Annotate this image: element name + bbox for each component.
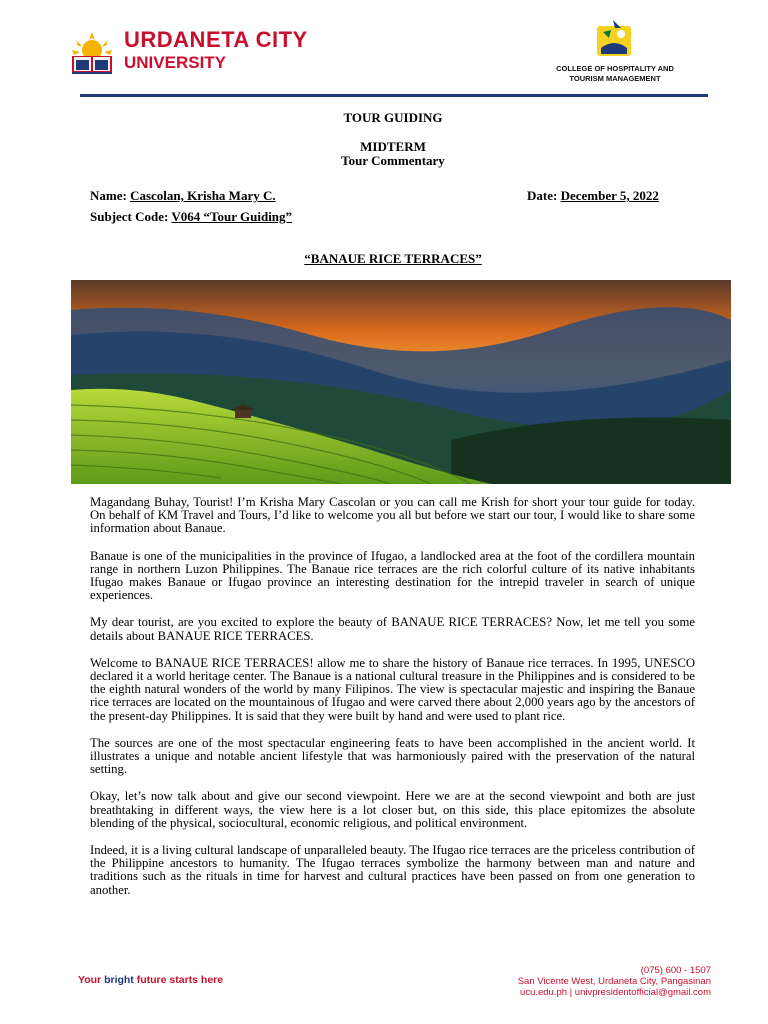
exam-title: MIDTERM — [360, 139, 426, 154]
footer-contact — [518, 965, 711, 998]
subject-label: Subject Code: — [90, 209, 169, 224]
commentary-body — [90, 496, 695, 911]
name-label: Name: — [90, 188, 127, 203]
date-field — [527, 188, 659, 204]
college-emblem-logo — [591, 18, 637, 60]
paragraph-invitation: My dear tourist, are you excited to explore the beauty of BANAUE RICE TERRACES? Now, let me tell you some details about BANAUE RICE TERRACES. — [90, 615, 695, 643]
paragraph-engineering: The sources are one of the most spectacular engineering feats to have been accomplished in the ancient world. It illustrates a unique and notable ancient lifestyle that was harmoniously paired with the preservation of the natural setting. — [90, 735, 695, 777]
footer-web-email: ucu.edu.ph | univpresidentofficial@gmail.com — [520, 987, 711, 998]
tagline-part1: Your — [78, 974, 105, 986]
course-title: TOUR GUIDING — [343, 110, 443, 125]
paragraph-banaue-intro: Banaue is one of the municipalities in the province of Ifugao, a landlocked area at the foot of the cordillera mountain range in northern Luzon Philippines. The Banaue rice terraces are the rich colorful culture of its native inhabitants Ifugao makes Banaue or Ifugao province an interesting destination for the intrepid traveler in search of unique experiences. — [90, 548, 695, 603]
topic-title: “BANAUE RICE TERRACES” — [304, 251, 482, 266]
subject-value: V064 “Tour Guiding” — [171, 209, 293, 224]
subject-code-field — [90, 209, 292, 225]
university-seal-logo — [66, 26, 118, 78]
university-name-line1: URDANETA CITY — [124, 27, 308, 52]
paragraph-history: Welcome to BANAUE RICE TERRACES! allow me to share the history of Banaue rice terraces. In 1995, UNESCO declared it a world heritage center. The Banaue is a national cultural treasure in the Philippines and is considered to be the eighth natural wonders of the world by many Filipinos. The view is spectacular majestic and inspiring the Banaue rice terraces are located on the mountainous of Ifugao and were carved there about 2,000 years ago by the ancestors of the present-day Philippines. It is said that they were built by hand and were used to plant rice. — [90, 655, 695, 723]
name-value: Cascolan, Krisha Mary C. — [130, 188, 276, 203]
college-name-line2: TOURISM MANAGEMENT — [569, 74, 661, 83]
document-type: Tour Commentary — [341, 153, 445, 168]
paragraph-second-viewpoint: Okay, let’s now talk about and give our second viewpoint. Here we are at the second viewpoint and both are just breathtaking in different ways, the view here is a lot closer but, on this side, this place epitomizes the absolute blending of the physical, sociocultural, economic religious, and political environment. — [90, 789, 695, 830]
university-name — [124, 28, 308, 73]
paragraph-greeting: Magandang Buhay, Tourist! I’m Krisha Mary Cascolan or you can call me Krish for short your tour guide for today. On behalf of KM Travel and Tours, I’d like to welcome you all but before we start our tour, I would like to share some information about Banaue. — [90, 495, 695, 536]
college-name-line1: COLLEGE OF HOSPITALITY AND — [556, 64, 674, 73]
tagline-part3: future starts here — [133, 974, 224, 986]
student-name-field — [90, 188, 276, 204]
rice-terraces-photo — [71, 280, 731, 484]
date-value: December 5, 2022 — [560, 188, 659, 203]
footer-phone: (075) 600 - 1507 — [640, 965, 711, 976]
footer-tagline — [78, 974, 223, 986]
university-name-line2: UNIVERSITY — [124, 53, 227, 72]
footer-address: San Vicente West, Urdaneta City, Pangasinan — [517, 976, 711, 987]
college-name — [540, 64, 690, 84]
paragraph-cultural-landscape: Indeed, it is a living cultural landscape of unparalleled beauty. The Ifugao rice terraces are the priceless contribution of the Philippine ancestors to humanity. The Ifugao terraces symbolize the harmony between man and nature and traditions such as the rituals in time for harvest and cultural practices have been passed on from one generation to another. — [90, 843, 695, 897]
header-divider — [80, 94, 708, 97]
tagline-part2: bright — [104, 974, 134, 986]
date-label: Date: — [527, 188, 558, 203]
